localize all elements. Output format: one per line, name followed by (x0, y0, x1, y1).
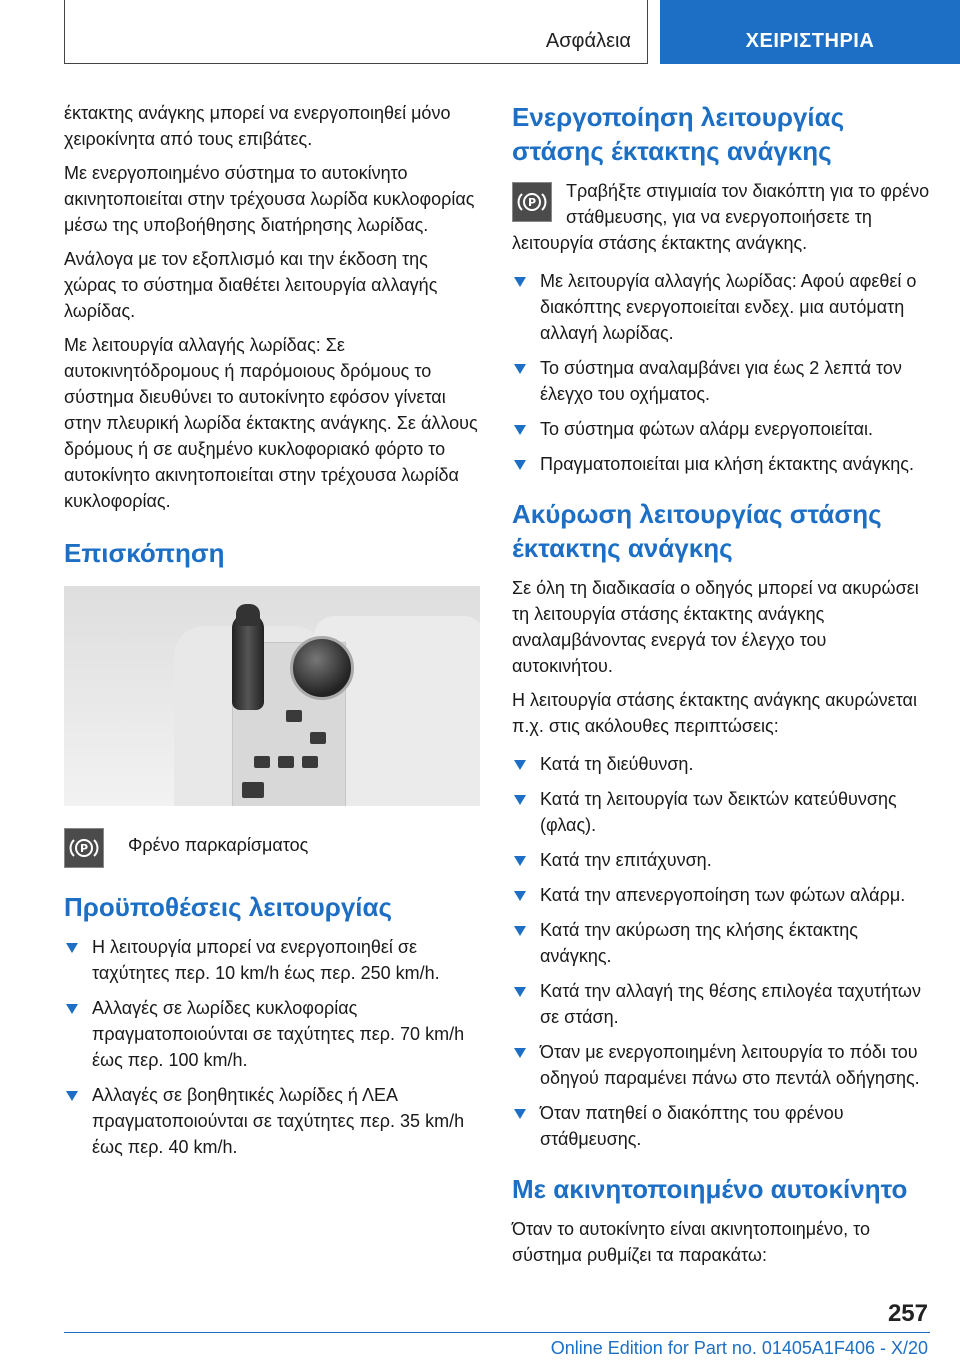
triangle-bullet-icon (66, 1004, 78, 1014)
header-chapter-title: ΧΕΙΡΙΣΤΗΡΙΑ (745, 30, 875, 52)
list-item: Όταν πατηθεί ο διακόπτης του φρένου στάθμευσης. (512, 1100, 930, 1152)
activation-intro-text: Τραβήξτε στιγμιαία τον διακόπτη για το φρένο στάθμευσης, για να ενεργοποιήσετε τη λειτουργία στάσης έκτακτης ανάγκης. (512, 181, 930, 253)
header-chapter-tab (660, 0, 960, 64)
list-item: Κατά την επιτάχυνση. (512, 847, 930, 873)
prerequisites-heading: Προϋποθέσεις λειτουργίας (64, 892, 393, 922)
svg-text:P: P (79, 842, 89, 855)
footer-edition: Online Edition for Part no. 01405A1F406 - X/20 (550, 1338, 928, 1358)
triangle-bullet-icon (514, 926, 526, 936)
triangle-bullet-icon (514, 795, 526, 805)
triangle-bullet-icon (514, 425, 526, 435)
list-item: Όταν με ενεργοποιημένη λειτουργία το πόδι του οδηγού παραμένει πάνω στο πεντάλ οδήγησης. (512, 1039, 930, 1091)
activation-list (512, 268, 930, 477)
list-item: Κατά την αλλαγή της θέσης επιλογέα ταχυτήτων σε στάση. (512, 978, 930, 1030)
list-item: Κατά τη διεύθυνση. (512, 751, 930, 777)
paragraph: Η λειτουργία στάσης έκτακτης ανάγκης ακυρώνεται π.χ. στις ακόλουθες περιπτώσεις: (512, 690, 917, 736)
left-column (64, 100, 484, 1169)
triangle-bullet-icon (66, 1091, 78, 1101)
triangle-bullet-icon (514, 364, 526, 374)
cancel-heading: Ακύρωση λειτουργίας στάσης έκτακτης ανάγκης (512, 499, 882, 563)
activation-intro (512, 178, 930, 256)
triangle-bullet-icon (514, 1048, 526, 1058)
console-button (286, 710, 302, 722)
triangle-bullet-icon (514, 891, 526, 901)
activation-heading: Ενεργοποίηση λειτουργίας στάσης έκτακτης ανάγκης (512, 102, 845, 166)
list-item: Αλλαγές σε λωρίδες κυκλοφορίας πραγματοποιούνται σε ταχύτητες περ. 70 km/h έως περ. 100 km/h. (64, 995, 484, 1073)
list-item: Κατά την ακύρωση της κλήσης έκτακτης ανάγκης. (512, 917, 930, 969)
triangle-bullet-icon (514, 460, 526, 470)
paragraph: Με ενεργοποιημένο σύστημα το αυτοκίνητο ακινητοποιείται στην τρέχουσα λωρίδα κυκλοφορίας μέσω της υποβοήθησης διατήρησης λωρίδας. (64, 163, 475, 235)
header-section-title: Ασφάλεια (545, 30, 631, 52)
header-section-tab (64, 0, 648, 64)
parking-brake-icon (512, 182, 552, 222)
svg-text:P: P (527, 196, 537, 209)
triangle-bullet-icon (514, 856, 526, 866)
paragraph: Σε όλη τη διαδικασία ο οδηγός μπορεί να ακυρώσει τη λειτουργία στάσης έκτακτης ανάγκης αναλαμβάνοντας ενεργά τον έλεγχο του αυτοκινήτου. (512, 578, 919, 676)
controller-knob (290, 636, 354, 700)
triangle-bullet-icon (514, 760, 526, 770)
console-button (310, 732, 326, 744)
parking-brake-icon (64, 828, 104, 868)
console-button (254, 756, 270, 768)
prerequisites-list (64, 934, 484, 1160)
list-item: Πραγματοποιείται μια κλήση έκτακτης ανάγκης. (512, 451, 930, 477)
paragraph: έκτακτης ανάγκης μπορεί να ενεργοποιηθεί μόνο χειροκίνητα από τους επιβάτες. (64, 103, 451, 149)
right-column (512, 100, 930, 1276)
list-item: Αλλαγές σε βοηθητικές λωρίδες ή ΛΕΑ πραγματοποιούνται σε ταχύτητες περ. 35 km/h έως περ. 40 km/h. (64, 1082, 484, 1160)
list-item: Κατά την απενεργοποίηση των φώτων αλάρμ. (512, 882, 930, 908)
console-button (302, 756, 318, 768)
triangle-bullet-icon (514, 987, 526, 997)
image-caption-row (64, 828, 484, 868)
triangle-bullet-icon (514, 1109, 526, 1119)
triangle-bullet-icon (66, 943, 78, 953)
list-item: Το σύστημα φώτων αλάρμ ενεργοποιείται. (512, 416, 930, 442)
paragraph: Ανάλογα με τον εξοπλισμό και την έκδοση της χώρας το σύστημα διαθέτει λειτουργία αλλαγής λωρίδας. (64, 249, 438, 321)
gear-selector-top (236, 604, 260, 626)
list-item: Κατά τη λειτουργία των δεικτών κατεύθυνσης (φλας). (512, 786, 930, 838)
list-item: Με λειτουργία αλλαγής λωρίδας: Αφού αφεθεί ο διακόπτης ενεργοποιείται ενδεχ. μια αυτόματη αλλαγή λωρίδας. (512, 268, 930, 346)
overview-heading: Επισκόπηση (64, 538, 225, 568)
console-button (278, 756, 294, 768)
image-caption: Φρένο παρκαρίσματος (128, 835, 309, 855)
parking-brake-switch (242, 782, 264, 798)
paragraph: Όταν το αυτοκίνητο είναι ακινητοποιημένο, το σύστημα ρυθμίζει τα παρακάτω: (512, 1219, 870, 1265)
gear-selector (232, 614, 264, 710)
list-item: Η λειτουργία μπορεί να ενεργοποιηθεί σε ταχύτητες περ. 10 km/h έως περ. 250 km/h. (64, 934, 484, 986)
center-console-image (64, 586, 480, 806)
page-number: 257 (887, 1300, 928, 1327)
cancel-list (512, 751, 930, 1152)
footer-divider (64, 1332, 930, 1333)
paragraph: Με λειτουργία αλλαγής λωρίδας: Σε αυτοκινητόδρομους ή παρόμοιους δρόμους το σύστημα διευθύνει το αυτοκίνητο εφόσον γίνεται στην πλευρική λωρίδα έκτακτης ανάγκης. Σε άλλους δρόμους ή σε αυξημένο κυκλοφοριακό φόρτο το αυτοκίνητο ακινητοποιείται στην τρέχουσα λωρίδα κυκλοφορίας. (64, 335, 478, 511)
immobilized-heading: Με ακινητοποιημένο αυτοκίνητο (512, 1174, 908, 1204)
list-item: Το σύστημα αναλαμβάνει για έως 2 λεπτά τον έλεγχο του οχήματος. (512, 355, 930, 407)
triangle-bullet-icon (514, 277, 526, 287)
